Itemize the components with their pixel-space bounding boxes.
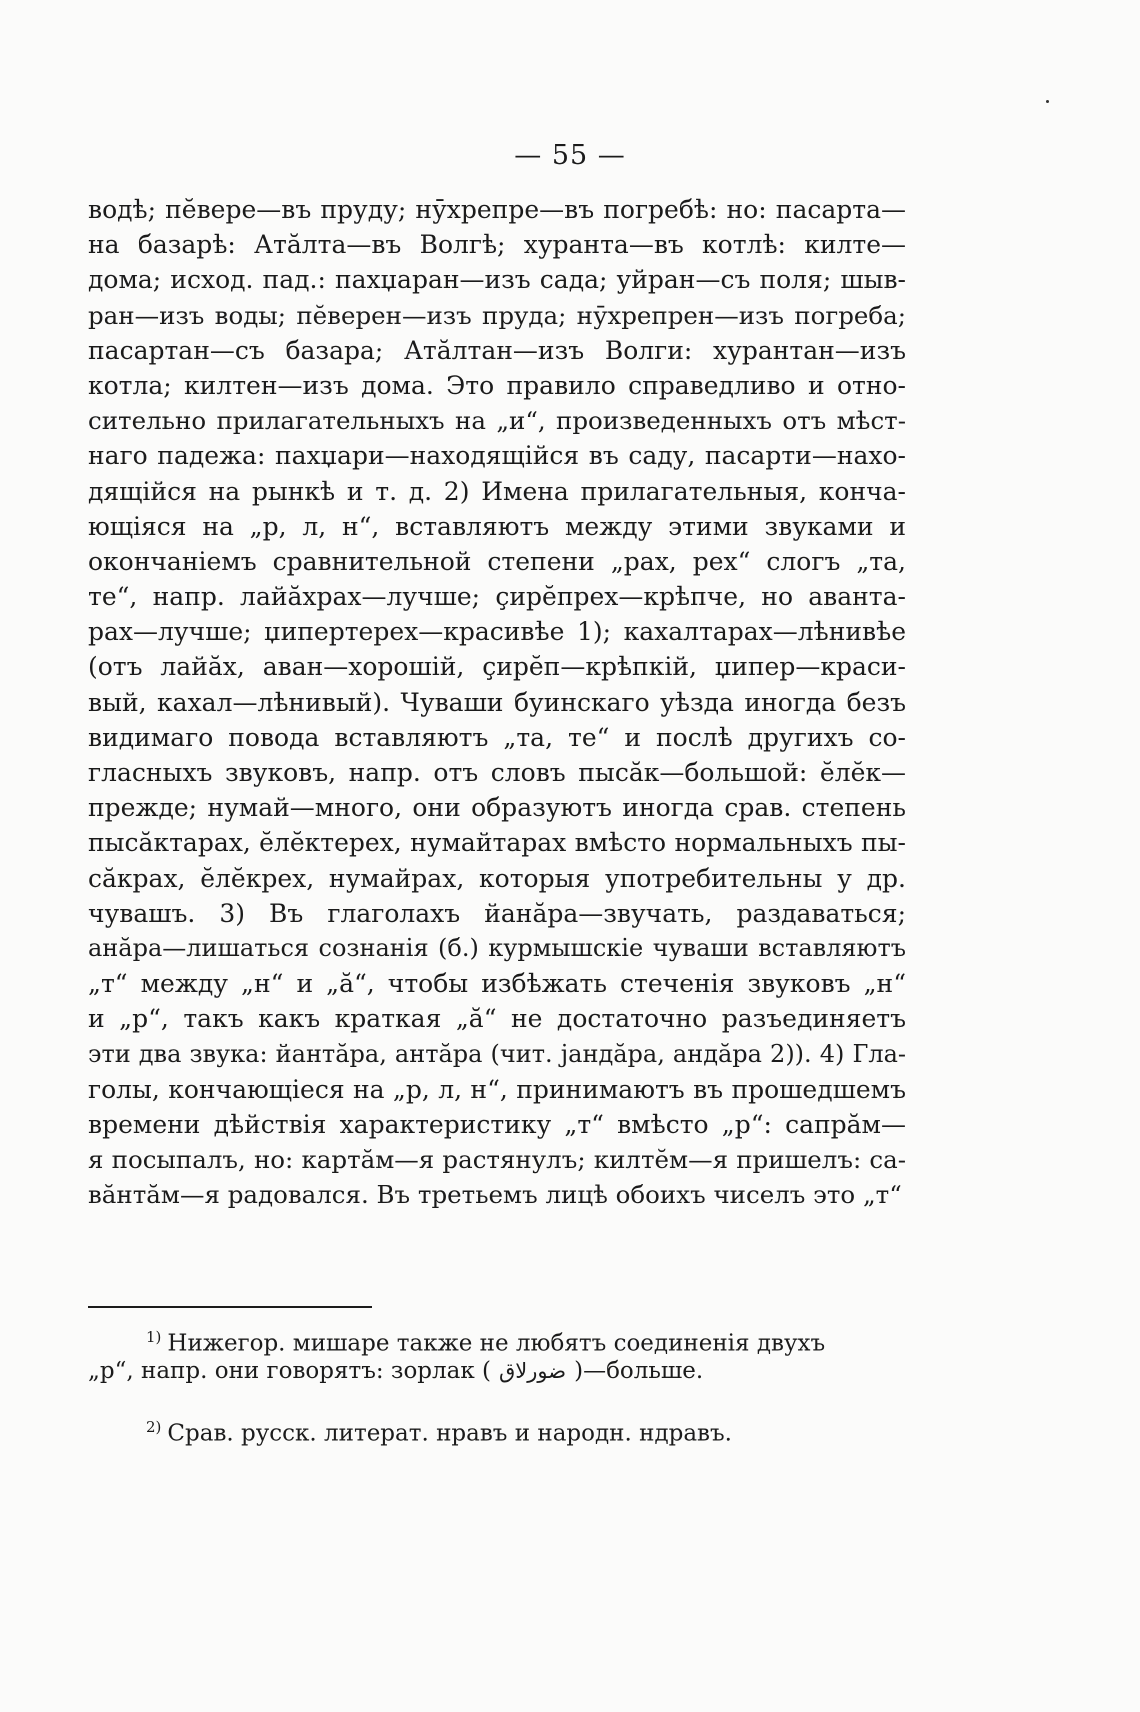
footnote-text: )—больше.	[574, 1358, 704, 1384]
text-line: рах—лучше; џипертерех—красивѣе 1); кахалтарах—лѣнивѣе	[88, 617, 906, 647]
text-line: дящійся на рынкѣ и т. д. 2) Имена прилагательныя, конча-	[88, 476, 906, 506]
arabic-word: ضورلاق	[499, 1359, 567, 1383]
text-line: прежде; нумай—много, они образуютъ иногда срав. степень	[88, 793, 906, 823]
text-line: чувашъ. 3) Въ глаголахъ йанӑра—звучать, раздаваться;	[88, 898, 906, 928]
footnote-separator	[88, 1306, 372, 1308]
footnote-2	[88, 1410, 906, 1447]
text-line: вӑнтӑм—я радовался. Въ третьемъ лицѣ обоихъ чиселъ это „т“	[88, 1180, 902, 1210]
footnote-marker: 2)	[146, 1418, 162, 1436]
footnote-text: Срав. русск. литерат. нравъ и народн. ндравъ.	[167, 1420, 732, 1447]
text-line: пасартан—съ базара; Атӑлтан—изъ Волги: хурантан—изъ	[88, 335, 906, 365]
text-line: сӑкрах, ĕлĕкрех, нумайрах, которыя употребительны у др.	[88, 863, 906, 893]
text-line: гласныхъ звуковъ, напр. отъ словъ пысӑк—большой: ĕлĕк—	[88, 758, 906, 787]
text-line: котла; килтен—изъ дома. Это правило справедливо и отно-	[88, 370, 906, 400]
text-line: окончаніемъ сравнительной степени „рах, рех“ слогъ „та,	[88, 546, 906, 576]
text-line: времени дѣйствія характеристику „т“ вмѣсто „р“: сапрӑм—	[88, 1109, 906, 1139]
text-line: дома; исход. пад.: пахџаран—изъ сада; уйран—съ поля; шыв-	[88, 265, 906, 295]
text-line: те“, напр. лайӑхрах—лучше; çирĕпрех—крѣпче, но аванта-	[88, 582, 906, 612]
text-line: ющіяся на „р, л, н“, вставляютъ между этими звуками и	[88, 511, 906, 541]
text-line: сительно прилагательныхъ на „и“, произведенныхъ отъ мѣст-	[88, 406, 906, 436]
text-line: (отъ лайӑх, аван—хорошій, çирĕп—крѣпкій, џипер—краси-	[88, 652, 906, 682]
page-number: — 55 —	[514, 140, 626, 171]
scan-speck	[1046, 100, 1049, 103]
footnote-marker: 1)	[146, 1328, 162, 1346]
text-line: анӑра—лишаться сознанія (б.) курмышскіе чуваши вставляютъ	[88, 933, 906, 962]
footnotes	[88, 1320, 906, 1447]
footnote-text: Нижегор. мишаре также не любятъ соединенія двухъ	[167, 1330, 826, 1357]
text-line: эти два звука: йантӑра, антӑра (чит. јандӑра, андӑра 2)). 4) Гла-	[88, 1039, 906, 1068]
text-line: и „р“, такъ какъ краткая „ӑ“ не достаточно разъединяетъ	[88, 1004, 906, 1034]
footnote-1-line-2	[88, 1354, 906, 1388]
text-line: „т“ между „н“ и „ӑ“, чтобы избѣжать стеченія звуковъ „н“	[88, 969, 906, 999]
text-line: на базарѣ: Атӑлта—въ Волгѣ; хуранта—въ котлѣ: килте—	[88, 230, 906, 260]
body-text	[88, 192, 906, 1212]
text-line: пысӑктарах, ĕлĕктерех, нумайтарах вмѣсто нормальныхъ пы-	[88, 828, 906, 858]
footnote-text: „р“, напр. они говорятъ: зорлак (	[88, 1358, 491, 1384]
footnote-gap	[88, 1388, 906, 1410]
text-line: ран—изъ воды; пĕверен—изъ пруда; нӯхрепрен—изъ погреба;	[88, 300, 906, 330]
text-line: видимаго повода вставляютъ „та, те“ и послѣ другихъ со-	[88, 722, 906, 752]
footnote-1-line-1	[88, 1320, 906, 1357]
text-line: голы, кончающіеся на „р, л, н“, принимаютъ въ прошедшемъ	[88, 1074, 906, 1104]
text-line: наго падежа: пахџари—находящійся въ саду, пасарти—нахо-	[88, 441, 906, 471]
text-line: я посыпалъ, но: картӑм—я растянулъ; килтĕм—я пришелъ: са-	[88, 1145, 906, 1175]
text-line: вый, кахал—лѣнивый). Чуваши буинскаго уѣзда иногда безъ	[88, 687, 906, 717]
text-line: водѣ; пĕвере—въ пруду; нӯхрепре—въ погребѣ: но: пасарта—	[88, 195, 906, 224]
